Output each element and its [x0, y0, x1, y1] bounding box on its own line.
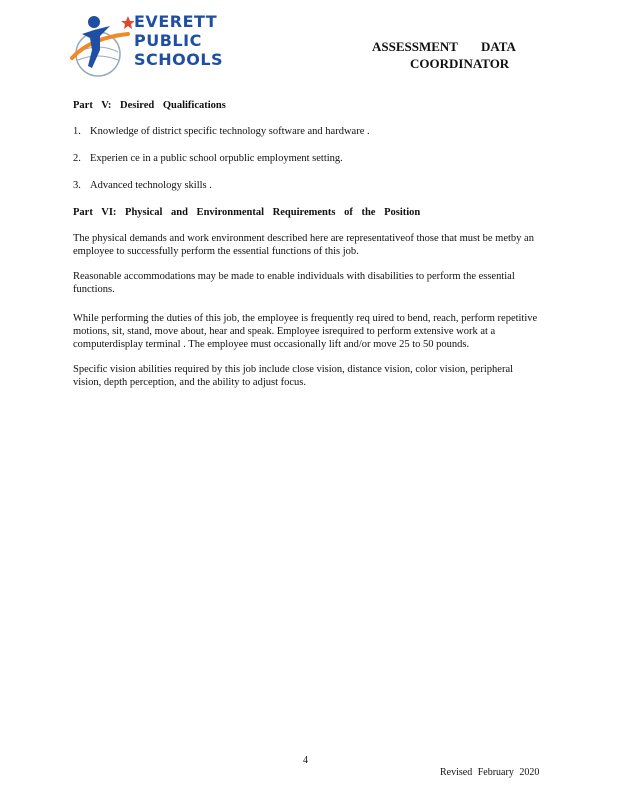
document-body: [73, 99, 543, 401]
paragraph: While performing the duties of this job, the employee is frequently req uired to bend, reach, perform repetitive motions, sit, stand, move about, hear and speak. Employee isrequired to perform extensive work at a computerdisplay terminal . The employee must occasionally lift and/or move 25 to 50 pounds.: [73, 313, 538, 350]
part5-heading: Part V: Desired Qualifications: [73, 100, 226, 111]
logo-line-3: SCHOOLS: [134, 50, 224, 69]
district-logo: [70, 12, 240, 80]
document-title: [372, 38, 542, 72]
logo-line-1: EVERETT: [134, 12, 218, 31]
list-item-number: 3.: [73, 180, 81, 191]
title-line-1: ASSESSMENT DATA: [372, 39, 516, 54]
paragraph: Reasonable accommodations may be made to enable individuals with disabilities to perform the essential functions.: [73, 271, 515, 295]
page-number: 4: [303, 755, 308, 766]
logo-line-2: PUBLIC: [134, 31, 202, 50]
list-item-text: Advanced technology skills .: [90, 180, 212, 191]
paragraph: Specific vision abilities required by this job include close vision, distance vision, color vision, peripheral vision, depth perception, and the ability to adjust focus.: [73, 364, 514, 388]
part6-heading: Part VI: Physical and Environmental Requirements of the Position: [73, 207, 421, 218]
list-item: [73, 179, 543, 192]
title-line-2: COORDINATOR: [410, 56, 510, 71]
star-icon: [121, 16, 134, 29]
paragraph: The physical demands and work environment described here are representativeof those that must be metby an employee to successfully perform the essential functions of this job.: [73, 233, 534, 257]
list-item-number: 1.: [73, 126, 81, 137]
revised-date: Revised February 2020: [440, 767, 540, 778]
logo-wordmark: [134, 12, 223, 69]
list-item: [73, 125, 543, 138]
logo-emblem-icon: [70, 12, 134, 80]
list-item-number: 2.: [73, 153, 81, 164]
figure-head-icon: [88, 16, 100, 28]
list-item-text: Knowledge of district specific technology software and hardware .: [90, 126, 370, 137]
list-item-text: Experien ce in a public school orpublic employment setting.: [90, 153, 343, 164]
list-item: [73, 152, 543, 165]
